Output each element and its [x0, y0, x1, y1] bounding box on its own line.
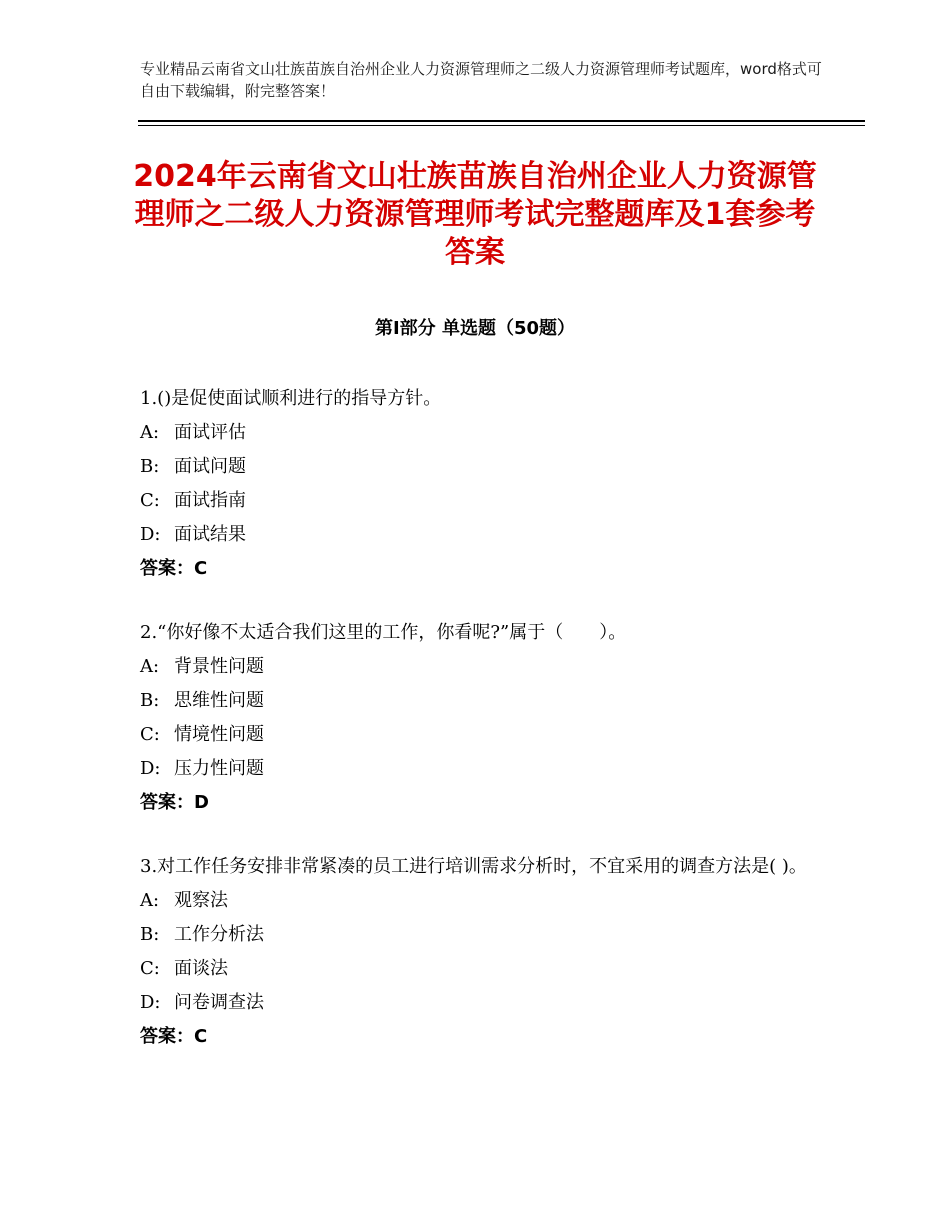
- option-letter: A:: [140, 890, 160, 911]
- option-b: [140, 684, 820, 718]
- option-d: [140, 752, 820, 786]
- option-letter: C:: [140, 724, 160, 745]
- option-letter: A:: [140, 656, 160, 677]
- option-a: [140, 884, 820, 918]
- option-b: [140, 918, 820, 952]
- option-letter: A:: [140, 422, 160, 443]
- option-c: [140, 952, 820, 986]
- option-text: 情境性问题: [174, 724, 264, 745]
- option-text: 工作分析法: [174, 924, 264, 945]
- header-rule-thick: [138, 120, 865, 122]
- option-c: [140, 484, 820, 518]
- option-text: 面试结果: [174, 524, 246, 545]
- header-note: 专业精品云南省文山壮族苗族自治州企业人力资源管理师之二级人力资源管理师考试题库，word格式可自由下载编辑，附完整答案！: [140, 60, 822, 100]
- option-a: [140, 650, 820, 684]
- option-letter: C:: [140, 490, 160, 511]
- option-text: 背景性问题: [174, 656, 264, 677]
- option-letter: C:: [140, 958, 160, 979]
- option-text: 压力性问题: [174, 758, 264, 779]
- option-text: 面试指南: [174, 490, 246, 511]
- option-letter: B:: [140, 924, 160, 945]
- option-b: [140, 450, 820, 484]
- option-letter: B:: [140, 456, 160, 477]
- option-text: 思维性问题: [174, 690, 264, 711]
- option-d: [140, 518, 820, 552]
- answer-line: 答案：C: [140, 1026, 208, 1047]
- answer-line: 答案：C: [140, 558, 208, 579]
- document-title: 2024年云南省文山壮族苗族自治州企业人力资源管理师之二级人力资源管理师考试完整题库及1套参考答案: [133, 159, 817, 270]
- option-text: 面试评估: [174, 422, 246, 443]
- answer-line: 答案：D: [140, 792, 209, 813]
- header-rule-thin: [138, 125, 865, 126]
- option-c: [140, 718, 820, 752]
- question-3: [140, 850, 820, 1054]
- option-text: 问卷调查法: [174, 992, 264, 1013]
- option-d: [140, 986, 820, 1020]
- option-letter: B:: [140, 690, 160, 711]
- section-title: 第Ⅰ部分 单选题（50题）: [374, 318, 575, 339]
- question-list: [140, 382, 820, 1084]
- question-stem: 2.“你好像不太适合我们这里的工作，你看呢?”属于（ ）。: [140, 622, 627, 643]
- option-text: 面试问题: [174, 456, 246, 477]
- option-a: [140, 416, 820, 450]
- option-letter: D:: [140, 524, 161, 545]
- question-stem: 3.对工作任务安排非常紧凑的员工进行培训需求分析时，不宜采用的调查方法是( )。: [140, 856, 807, 877]
- question-1: [140, 382, 820, 586]
- option-letter: D:: [140, 758, 161, 779]
- option-text: 面谈法: [174, 958, 228, 979]
- option-letter: D:: [140, 992, 161, 1013]
- option-text: 观察法: [174, 890, 228, 911]
- question-stem: 1.()是促使面试顺利进行的指导方针。: [140, 388, 442, 409]
- question-2: [140, 616, 820, 820]
